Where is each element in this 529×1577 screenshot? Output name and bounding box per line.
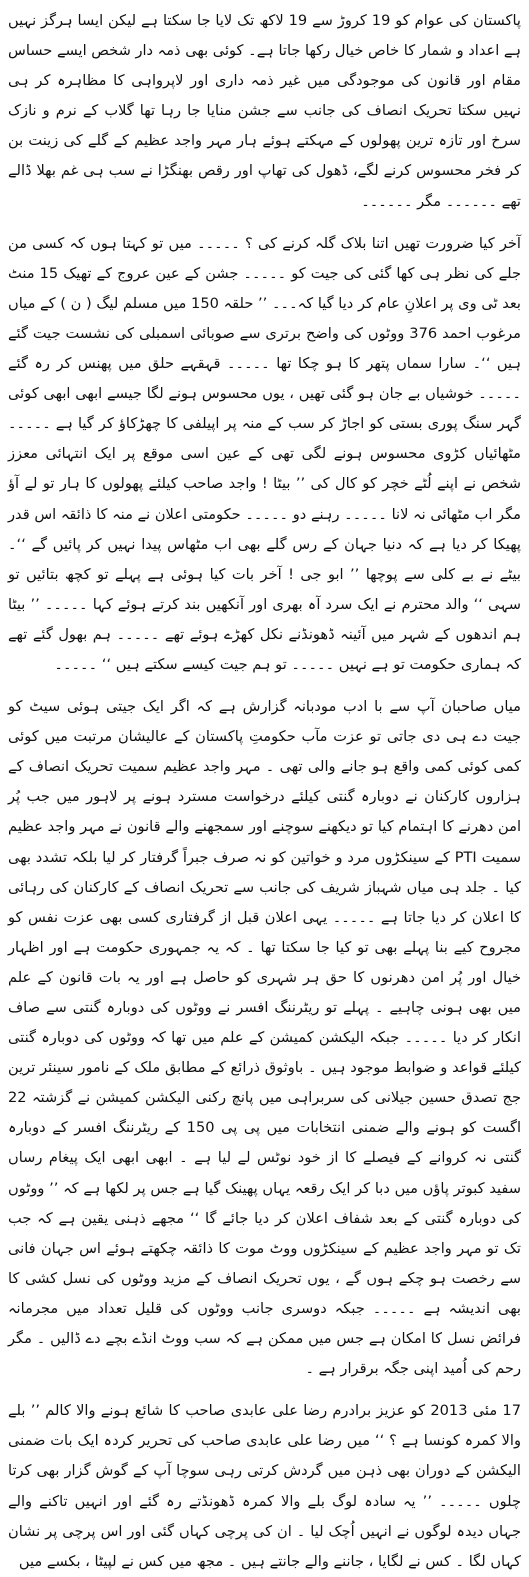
article-paragraph-2: آخر کیا ضرورت تھیں اتنا بلاک گلہ کرنے کی ؟ ۔۔۔۔۔ میں تو کہتا ہوں کہ کسی من جلے کی نظر ہی کھا گئی کی جیت کو ۔۔۔۔۔ جشن کے عین عروج کے تھیک 15 منٹ بعد ٹی وی پر اعلانِ عام کر دیا گیا کہ۔۔۔ ’’ حلقہ 150 میں مسلم لیگ ( ن ) کے میاں مرغوب احمد 376 ووٹوں کی واضح برتری سے صوبائی اسمبلی کی نشست جیت گئے ہیں ‘‘۔ سارا سماں پتھر کا ہو چکا تھا ۔۔۔۔۔ قہقہے حلق میں پھنس کر رہ گئے ۔۔۔۔۔ خوشیاں بے جان ہو گئی تھیں ، یوں محسوس ہونے لگا جیسے ابھی ابھی کوئی گہر سنگ پوری بستی کو اجاڑ کر سب کے منہ پر اپیلفی کا چھڑکاؤ کر گیا ہے ۔۔۔۔۔ مٹھائیاں کڑوی محسوس ہونے لگی تھی کے عین اسی موقع پر ایک انتہائی معزز شخص نے اپنے لُٹے خچر کو کال کی ’’ بیٹا ! واجد صاحب کیلئے پھولوں کا ہار تو لے آؤ مگر اب مٹھائی نہ لانا ۔۔۔۔۔ رہنے دو ۔۔۔۔۔ حکومتی اعلان نے منہ کا ذائقہ اس قدر پھیکا کر دیا ہے کہ دنیا جہان کے رس گلے بھی اب مٹھاس پیدا نہیں کر پائیں گے ‘‘۔ بیٹے نے بے کلی سے پوچھا ’’ ابو جی ! آخر بات کیا ہوئی ہے پہلے تو کچھ بتائیں تو سہی ‘‘ والد محترم نے ایک سرد آہ بھری اور آنکھیں بند کرتے ہوئے کہا ۔۔۔۔۔ ’’ بیٹا ہم اندھوں کے شہر میں آئینہ ڈھونڈنے نکل کھڑے ہوئے تھے ۔۔۔۔۔ ہم بھول گئے تھے کہ ہماری حکومت تو ہے نہیں ۔۔۔۔۔ تو ہم جیت کیسے سکتے ہیں ‘‘ ۔۔۔۔۔	[8, 234, 521, 673]
article-paragraph-1: پاکستان کی عوام کو 19 کروڑ سے 19 لاکھ تک لایا جا سکتا ہے لیکن ایسا ہرگز نہیں ہے اعداد و شمار کا خاص خیال رکھا جاتا ہے۔ کوئی بھی ذمہ دار شخص ایسے حساس مقام اور قانون کی موجودگی میں غیر ذمہ داری اور لاپرواہی کا مظاہرہ کر ہی نہیں سکتا تحریک انصاف کی جانب سے جشن منایا جا رہا تھا گلاب کے نرم و نازک سرخ اور تازہ ترین پھولوں کے مہکتے ہوئے ہار مہر واجد عظیم کے گلے کی زینت بن کر فخر محسوس کرنے لگے، ڈھول کی تھاپ اور رقص بھنگڑا نے سب ہی غم بھلا ڈالے تھے ۔۔۔۔۔۔ مگر ۔۔۔۔۔۔	[8, 12, 521, 210]
article-paragraph-3: میاں صاحبان آپ سے با ادب مودبانہ گزارش ہے کہ اگر ایک جیتی ہوئی سیٹ کو جیت دے ہی دی جاتی تو عزت مآب حکومتِ پاکستان کے عالیشان مرتبت میں کوئی کمی کوئی کمی واقع ہو جانے والی تھی ۔ مہر واجد عظیم سمیت تحریک انصاف کے ہزاروں کارکنان نے دوبارہ گنتی کیلئے درخواست مسترد ہونے پر لاہور میں جب پُر امن دھرنے کا اہتمام کیا تو دیکھنے سوچنے اور سمجھنے والے قانون نے مہر واجد عظیم سمیت PTI کے سینکڑوں مرد و خواتین کو نہ صرف جبراً گرفتار کر لیا بلکہ تشدد بھی کیا ۔ جلد ہی میاں شہباز شریف کی جانب سے تحریک انصاف کے کارکنان کی رہائی کا اعلان کر دیا جاتا ہے ۔۔۔۔۔ یہی اعلان قبل از گرفتاری کسی بھی عزت نفس کو مجروح کیے بنا پہلے بھی تو کیا جا سکتا تھا ۔ کہ یہ جمہوری حکومت ہے اور اظہار خیال اور پُر امن دھرنوں کا حق ہر شہری کو حاصل ہے اور یہ بات قانون کے علم میں بھی ہونی چاہیے ۔ پہلے تو ریٹرننگ افسر نے ووٹوں کی دوبارہ گنتی سے صاف انکار کر دیا ۔۔۔۔۔ جبکہ الیکشن کمیشن کے علم میں تھا کہ ووٹوں کی دوبارہ گنتی کیلئے قواعد و ضوابط موجود ہیں ۔ باوثوق ذرائع کے مطابق ملک کے نامور سینئر ترین جج تصدق حسین جیلانی کی سربراہی میں پانچ رکنی الیکشن کمیشن نے گزشتہ 22 اگست کو ہونے والے ضمنی انتخابات میں پی پی 150 کے ریٹرننگ افسر کے دوبارہ گنتی نہ کروانے کے فیصلے کا از خود نوٹس لے لیا ہے ۔ ابھی ابھی ایک پیغام رساں سفید کبوتر پاؤں میں دبا کر ایک رقعہ یہاں پھینک گیا ہے جس پر لکھا ہے کہ ’’ ووٹوں کی دوبارہ گنتی کے بعد شفاف اعلان کر دیا جائے گا ‘‘ مجھے ذہنی یقین ہے کہ جب تک تو مہر واجد عظیم کے سینکڑوں ووٹ موت کا ذائقہ چکھتے ہوئے اس جہان فانی سے رخصت ہو چکے ہوں گے ، یوں تحریک انصاف کے مزید ووٹوں کی نسل کشی کا بھی اندیشہ ہے ۔۔۔۔۔ جبکہ دوسری جانب ووٹوں کی قلیل تعداد میں مجرمانہ فرائض نسل کا امکان ہے جس میں ممکن ہے کہ سب ووٹ انڈے بچے دے ڈالیں ۔ مگر رحم کی اُمید اپنی جگہ برقرار ہے ۔	[8, 698, 522, 1378]
article-paragraph-4: 17 مئی 2013 کو عزیز برادرم رضا علی عابدی صاحب کا شائع ہونے والا کالم ’’ بلے والا کمرہ کونسا ہے ؟ ‘‘ میں رضا علی عابدی صاحب کی تحریر کردہ ایک بات ضمنی الیکشن کے دوران بھی ذہن میں گردش کرتی رہی سوچا آپ کے گوش گزار بھی کرتا چلوں ۔۔۔۔۔ ’’ یہ سادہ لوگ بلے والا کمرہ ڈھونڈتے رہ گئے اور انہیں تاکنے والے جہاں دیدہ لوگوں نے انہیں اُچک لیا ۔ ان کی پرچی کہاں گئی اور اس پرچی پر نشان کہاں لگا ۔ کس نے لگایا ، جاننے والے جانتے ہیں ۔ مجھ میں کس نے لپیٹا ، بکسے میں	[8, 1402, 521, 1570]
